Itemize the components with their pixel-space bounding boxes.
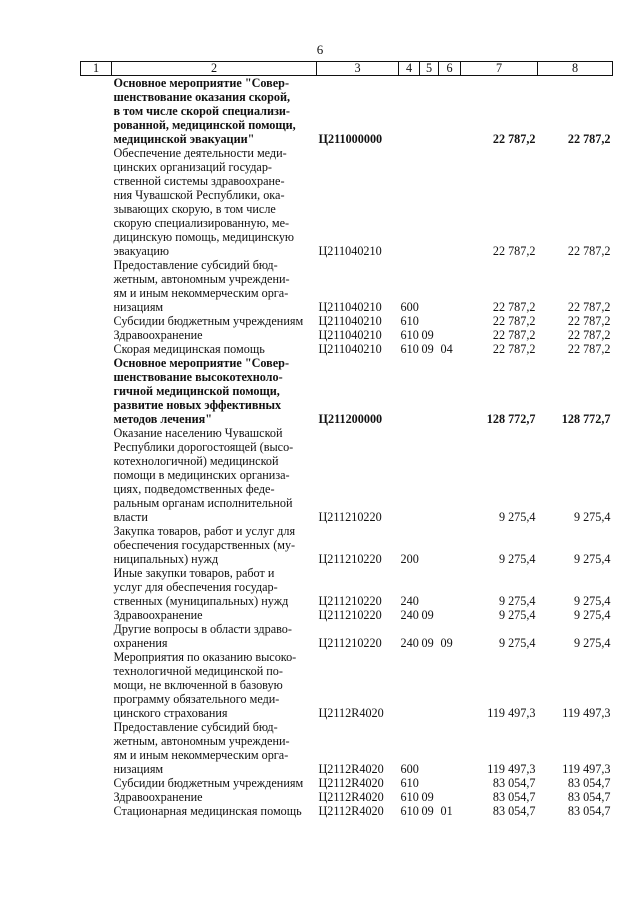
- target-code-cell: Ц211000000: [318, 132, 383, 146]
- item-name-line: цинских организаций государ-: [113, 160, 272, 174]
- expense-type-cell: [399, 146, 420, 258]
- target-code-cell: Ц211210220: [318, 510, 382, 524]
- item-name-line: Основное мероприятие "Совер-: [113, 356, 290, 370]
- item-name-line: ральным органам исполнительной: [113, 496, 293, 510]
- target-code-cell: Ц211210220: [318, 608, 382, 622]
- item-name-line: Предоставление субсидий бюд-: [113, 720, 278, 734]
- item-name-line: скорую специализированную, ме-: [113, 216, 290, 230]
- amount-cell: 9 275,4: [498, 552, 536, 566]
- item-name-line: рованной, медицинской помощи,: [113, 118, 296, 132]
- header-cell: 8: [538, 62, 613, 76]
- amount-cell: 83 054,7: [567, 776, 611, 790]
- amount-cell: 83 054,7: [567, 804, 611, 818]
- expense-type-cell: [399, 76, 420, 147]
- target-code-cell: Ц211210220: [318, 636, 382, 650]
- row-number-cell: [81, 790, 112, 804]
- amount-cell: 9 275,4: [498, 636, 536, 650]
- expense-type-cell: 610: [400, 342, 419, 356]
- item-name-line: Мероприятия по оказанию высоко-: [113, 650, 297, 664]
- target-code-cell: Ц2112R4020: [318, 804, 384, 818]
- amount-cell: 119 497,3: [562, 706, 611, 720]
- expense-type-cell: 240: [400, 608, 419, 622]
- subsection-cell: [439, 720, 461, 776]
- item-name-cell: [112, 566, 317, 608]
- section-cell: [420, 258, 439, 314]
- table-row: [81, 356, 613, 426]
- expense-type-cell: 610: [400, 314, 419, 328]
- amount-cell: 22 787,2: [567, 300, 611, 314]
- subsection-cell: 09: [440, 636, 453, 650]
- subsection-cell: [439, 314, 461, 328]
- section-cell: 09: [421, 636, 434, 650]
- target-code-cell: Ц211040210: [318, 314, 382, 328]
- row-number-cell: [81, 314, 112, 328]
- amount-cell: 9 275,4: [498, 608, 536, 622]
- amount-cell: 9 275,4: [498, 510, 536, 524]
- amount-cell: 22 787,2: [492, 244, 536, 258]
- row-number-cell: [81, 258, 112, 314]
- section-cell: [420, 426, 439, 524]
- target-code-cell: Ц2112R4020: [318, 762, 384, 776]
- item-name-line: медицинской эвакуации": [113, 132, 255, 146]
- amount-cell: 83 054,7: [492, 790, 536, 804]
- section-cell: [420, 314, 439, 328]
- item-name-line: циях, подведомственных феде-: [113, 482, 275, 496]
- table-row: [81, 804, 613, 818]
- item-name-cell: [112, 790, 317, 804]
- item-name-cell: [112, 146, 317, 258]
- item-name-line: низациям: [113, 762, 164, 776]
- amount-cell: 83 054,7: [492, 776, 536, 790]
- subsection-cell: [439, 790, 461, 804]
- amount-cell: 9 275,4: [573, 552, 611, 566]
- item-name-line: Скорая медицинская помощь: [113, 342, 265, 356]
- item-name-line: развитие новых эффективных: [113, 398, 282, 412]
- item-name-cell: [112, 776, 317, 790]
- expense-type-cell: 600: [400, 762, 419, 776]
- target-code-cell: Ц211210220: [318, 594, 382, 608]
- item-name-line: Закупка товаров, работ и услуг для: [113, 524, 296, 538]
- target-code-cell: Ц211040210: [318, 342, 382, 356]
- row-number-cell: [81, 804, 112, 818]
- item-name-line: в том числе скорой специализи-: [113, 104, 290, 118]
- item-name-line: ственной системы здравоохране-: [113, 174, 285, 188]
- section-cell: 09: [421, 804, 434, 818]
- row-number-cell: [81, 342, 112, 356]
- amount-cell: 9 275,4: [573, 608, 611, 622]
- amount-cell: 9 275,4: [573, 594, 611, 608]
- section-cell: [420, 720, 439, 776]
- expense-type-cell: [399, 650, 420, 720]
- item-name-cell: [112, 608, 317, 622]
- item-name-line: ниципальных) нужд: [113, 552, 219, 566]
- section-cell: [420, 524, 439, 566]
- target-code-cell: Ц2112R4020: [318, 776, 384, 790]
- amount-cell: 22 787,2: [492, 132, 536, 146]
- item-name-line: жетным, автономным учреждени-: [113, 272, 290, 286]
- table-row: [81, 650, 613, 720]
- amount-cell: 22 787,2: [567, 314, 611, 328]
- item-name-cell: [112, 328, 317, 342]
- expense-type-cell: 200: [400, 552, 419, 566]
- header-cell: 5: [420, 62, 439, 76]
- amount-cell: 22 787,2: [492, 314, 536, 328]
- expense-type-cell: 600: [400, 300, 419, 314]
- item-name-line: ям и иным некоммерческим орга-: [113, 286, 289, 300]
- section-cell: [420, 356, 439, 426]
- item-name-line: Обеспечение деятельности меди-: [113, 146, 287, 160]
- item-name-line: Иные закупки товаров, работ и: [113, 566, 275, 580]
- amount-cell: 128 772,7: [561, 412, 611, 426]
- amount-cell: 22 787,2: [492, 300, 536, 314]
- expense-type-cell: 240: [400, 594, 419, 608]
- amount-cell: 119 497,3: [487, 762, 536, 776]
- item-name-line: власти: [113, 510, 148, 524]
- subsection-cell: [439, 524, 461, 566]
- item-name-cell: [112, 356, 317, 426]
- amount-cell: 119 497,3: [487, 706, 536, 720]
- table-row: [81, 790, 613, 804]
- item-name-line: методов лечения": [113, 412, 212, 426]
- table-row: [81, 566, 613, 608]
- item-name-line: Стационарная медицинская помощь: [113, 804, 302, 818]
- section-cell: [420, 76, 439, 147]
- table-row: [81, 76, 613, 147]
- item-name-line: ния Чувашской Республики, ока-: [113, 188, 285, 202]
- table-row: [81, 258, 613, 314]
- amount-cell: 22 787,2: [492, 328, 536, 342]
- row-number-cell: [81, 356, 112, 426]
- item-name-line: ственных (муниципальных) нужд: [113, 594, 289, 608]
- item-name-line: Оказание населению Чувашской: [113, 426, 283, 440]
- item-name-line: котехнологичной) медицинской: [113, 454, 279, 468]
- expense-type-cell: [399, 426, 420, 524]
- table-row: [81, 314, 613, 328]
- item-name-line: зывающих скорую, в том числе: [113, 202, 276, 216]
- subsection-cell: 04: [440, 342, 453, 356]
- item-name-cell: [112, 314, 317, 328]
- table-row: [81, 622, 613, 650]
- expense-type-cell: 610: [400, 776, 419, 790]
- amount-cell: 83 054,7: [492, 804, 536, 818]
- section-cell: [420, 776, 439, 790]
- target-code-cell: Ц211040210: [318, 328, 382, 342]
- item-name-line: Здравоохранение: [113, 790, 203, 804]
- amount-cell: 22 787,2: [567, 342, 611, 356]
- amount-cell: 9 275,4: [573, 636, 611, 650]
- section-cell: 09: [421, 342, 434, 356]
- section-cell: [420, 650, 439, 720]
- table-row: [81, 342, 613, 356]
- section-cell: [420, 566, 439, 608]
- subsection-cell: [439, 608, 461, 622]
- item-name-cell: [112, 524, 317, 566]
- amount-cell: 83 054,7: [567, 790, 611, 804]
- item-name-line: мощи, не включенной в базовую: [113, 678, 283, 692]
- table-row: [81, 720, 613, 776]
- row-number-cell: [81, 720, 112, 776]
- item-name-line: жетным, автономным учреждени-: [113, 734, 290, 748]
- row-number-cell: [81, 622, 112, 650]
- target-code-cell: Ц211200000: [318, 412, 383, 426]
- item-name-line: охранения: [113, 636, 168, 650]
- header-cell: 7: [461, 62, 538, 76]
- subsection-cell: [439, 146, 461, 258]
- section-cell: 09: [421, 790, 434, 804]
- expense-type-cell: 240: [400, 636, 419, 650]
- item-name-cell: [112, 720, 317, 776]
- header-cell: 4: [399, 62, 420, 76]
- subsection-cell: 01: [440, 804, 453, 818]
- item-name-cell: [112, 622, 317, 650]
- item-name-line: гичной медицинской помощи,: [113, 384, 280, 398]
- header-cell: 2: [112, 62, 317, 76]
- item-name-line: эвакуацию: [113, 244, 169, 258]
- amount-cell: 9 275,4: [498, 594, 536, 608]
- subsection-cell: [439, 328, 461, 342]
- target-code-cell: Ц211040210: [318, 244, 382, 258]
- header-cell: 3: [317, 62, 399, 76]
- row-number-cell: [81, 650, 112, 720]
- item-name-line: шенствование высокотехноло-: [113, 370, 283, 384]
- row-number-cell: [81, 608, 112, 622]
- amount-cell: 22 787,2: [567, 328, 611, 342]
- item-name-line: ям и иным некоммерческим орга-: [113, 748, 289, 762]
- expense-type-cell: 610: [400, 790, 419, 804]
- budget-table: [80, 61, 613, 818]
- amount-cell: 9 275,4: [573, 510, 611, 524]
- item-name-line: помощи в медицинских организа-: [113, 468, 290, 482]
- table-row: [81, 426, 613, 524]
- item-name-line: услуг для обеспечения государ-: [113, 580, 278, 594]
- page-number: 6: [316, 42, 324, 57]
- table-row: [81, 524, 613, 566]
- table-row: [81, 146, 613, 258]
- item-name-line: программу обязательного меди-: [113, 692, 280, 706]
- subsection-cell: [439, 650, 461, 720]
- amount-cell: 119 497,3: [562, 762, 611, 776]
- section-cell: 09: [421, 608, 434, 622]
- subsection-cell: [439, 426, 461, 524]
- expense-type-cell: 610: [400, 328, 419, 342]
- row-number-cell: [81, 426, 112, 524]
- header-row: [81, 62, 613, 76]
- amount-cell: 22 787,2: [567, 244, 611, 258]
- item-name-cell: [112, 426, 317, 524]
- row-number-cell: [81, 76, 112, 147]
- amount-cell: 22 787,2: [567, 132, 611, 146]
- item-name-line: Субсидии бюджетным учреждениям: [113, 314, 304, 328]
- row-number-cell: [81, 146, 112, 258]
- section-cell: [420, 146, 439, 258]
- row-number-cell: [81, 524, 112, 566]
- item-name-cell: [112, 342, 317, 356]
- item-name-line: цинского страхования: [113, 706, 228, 720]
- item-name-line: Основное мероприятие "Совер-: [113, 76, 290, 90]
- target-code-cell: Ц2112R4020: [318, 706, 384, 720]
- item-name-line: Предоставление субсидий бюд-: [113, 258, 278, 272]
- item-name-cell: [112, 804, 317, 818]
- item-name-line: шенствование оказания скорой,: [113, 90, 291, 104]
- item-name-line: Другие вопросы в области здраво-: [113, 622, 292, 636]
- item-name-line: Республики дорогостоящей (высо-: [113, 440, 294, 454]
- item-name-line: Здравоохранение: [113, 608, 203, 622]
- expense-type-cell: 610: [400, 804, 419, 818]
- target-code-cell: Ц211040210: [318, 300, 382, 314]
- amount-cell: 128 772,7: [486, 412, 536, 426]
- header-cell: 1: [81, 62, 112, 76]
- row-number-cell: [81, 776, 112, 790]
- table-row: [81, 608, 613, 622]
- subsection-cell: [439, 356, 461, 426]
- subsection-cell: [439, 258, 461, 314]
- item-name-line: дицинскую помощь, медицинскую: [113, 230, 295, 244]
- header-cell: 6: [439, 62, 461, 76]
- item-name-line: Субсидии бюджетным учреждениям: [113, 776, 304, 790]
- item-name-cell: [112, 650, 317, 720]
- row-number-cell: [81, 566, 112, 608]
- table-row: [81, 776, 613, 790]
- item-name-line: обеспечения государственных (му-: [113, 538, 296, 552]
- expense-type-cell: [399, 356, 420, 426]
- table-row: [81, 328, 613, 342]
- item-name-line: технологичной медицинской по-: [113, 664, 283, 678]
- target-code-cell: Ц2112R4020: [318, 790, 384, 804]
- subsection-cell: [439, 76, 461, 147]
- item-name-cell: [112, 76, 317, 147]
- section-cell: 09: [421, 328, 434, 342]
- row-number-cell: [81, 328, 112, 342]
- target-code-cell: Ц211210220: [318, 552, 382, 566]
- subsection-cell: [439, 776, 461, 790]
- item-name-line: Здравоохранение: [113, 328, 203, 342]
- amount-cell: 22 787,2: [492, 342, 536, 356]
- item-name-line: низациям: [113, 300, 164, 314]
- item-name-cell: [112, 258, 317, 314]
- subsection-cell: [439, 566, 461, 608]
